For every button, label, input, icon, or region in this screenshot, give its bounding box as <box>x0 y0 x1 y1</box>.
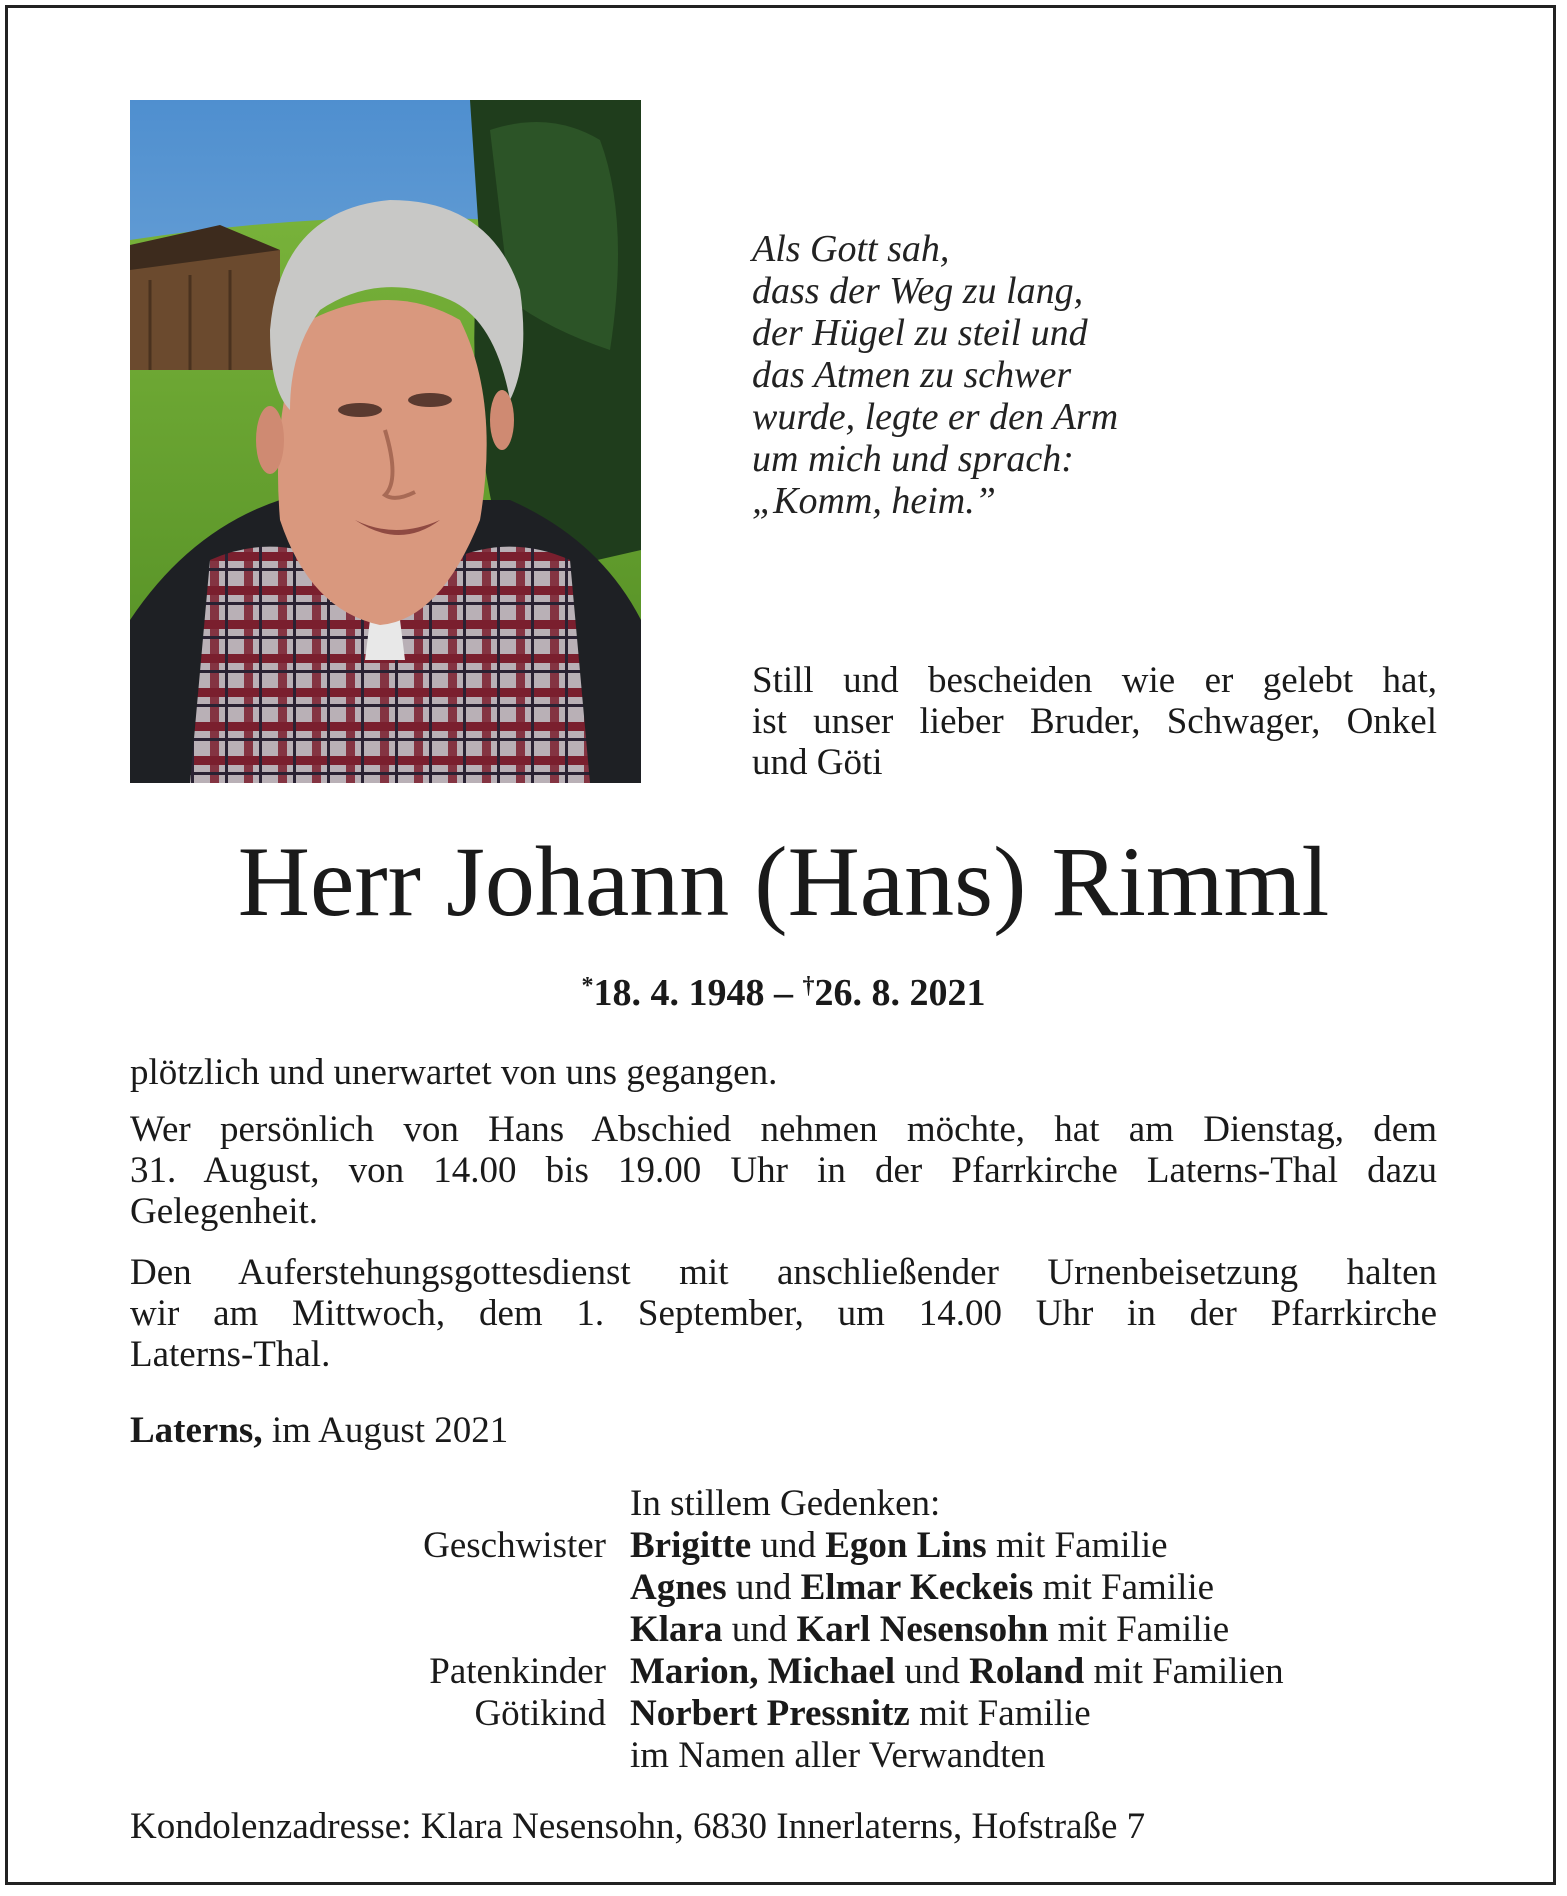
label-siblings: Geschwister <box>423 1525 606 1566</box>
family-suffix: mit Familie <box>995 1525 1168 1566</box>
paragraph-line: wir am Mittwoch, dem 1. September, um 14.00 Uhr in der Pfarrkirche <box>130 1293 1437 1334</box>
intro-text <box>752 660 1437 783</box>
life-dates <box>130 964 1437 1015</box>
mourner-name: Agnes <box>630 1567 727 1608</box>
mourner-name: Brigitte <box>630 1525 752 1566</box>
mourners-closing: im Namen aller Verwandten <box>630 1735 1046 1776</box>
family-suffix: mit Familien <box>1093 1651 1284 1692</box>
paragraph-2 <box>130 1109 1437 1232</box>
conjunction: und <box>904 1651 960 1692</box>
poem-line: das Atmen zu schwer <box>752 354 1072 396</box>
place-town: Laterns, <box>130 1410 263 1451</box>
date-separator: – <box>774 972 793 1014</box>
death-date: 26. 8. 2021 <box>814 972 986 1014</box>
label-godchildren: Patenkinder <box>429 1651 606 1692</box>
intro-line: und Göti <box>752 742 883 783</box>
mourner-name: Egon Lins <box>825 1525 987 1566</box>
family-suffix: mit Familie <box>919 1693 1091 1734</box>
place-date-text: im August 2021 <box>271 1410 509 1451</box>
mourner-name: Roland <box>969 1651 1085 1692</box>
paragraph-line: Laterns-Thal. <box>130 1334 331 1375</box>
mourner-row <box>130 1483 1437 1525</box>
death-symbol: † <box>802 973 815 999</box>
place-date <box>130 1410 508 1452</box>
birth-date: 18. 4. 1948 <box>593 972 765 1014</box>
poem <box>752 228 1118 522</box>
family-suffix: mit Familie <box>1057 1609 1230 1650</box>
paragraph-line: Gelegenheit. <box>130 1191 318 1232</box>
paragraph-line: Wer persönlich von Hans Abschied nehmen möchte, hat am Dienstag, dem <box>130 1109 1437 1150</box>
poem-line: Als Gott sah, <box>752 228 950 270</box>
intro-line: ist unser lieber Bruder, Schwager, Onkel <box>752 701 1437 742</box>
mourner-name: Elmar Keckeis <box>800 1567 1034 1608</box>
paragraph-line: Den Auferstehungsgottesdienst mit anschließender Urnenbeisetzung halten <box>130 1252 1437 1293</box>
condolence-address: Kondolenzadresse: Klara Nesensohn, 6830 Innerlaterns, Hofstraße 7 <box>130 1806 1146 1847</box>
poem-line: wurde, legte er den Arm <box>752 396 1119 438</box>
mourner-row <box>130 1693 1437 1735</box>
mourner-name: Marion, Michael <box>630 1651 896 1692</box>
intro-line: Still und bescheiden wie er gelebt hat, <box>752 660 1437 701</box>
family-suffix: mit Familie <box>1042 1567 1215 1608</box>
portrait-photo <box>130 100 641 783</box>
mourners-list <box>130 1483 1437 1777</box>
conjunction: und <box>731 1609 788 1650</box>
deceased-name: Herr Johann (Hans) Rimml <box>237 826 1330 937</box>
paragraph-line: plötzlich und unerwartet von uns gegangen. <box>130 1052 778 1093</box>
poem-line: der Hügel zu steil und <box>752 312 1088 354</box>
poem-line: um mich und sprach: <box>752 438 1074 480</box>
mourner-name: Karl Nesensohn <box>796 1609 1049 1650</box>
mourners-heading: In stillem Gedenken: <box>630 1483 941 1524</box>
mourner-name: Klara <box>630 1609 723 1650</box>
poem-line: „Komm, heim.” <box>752 480 996 522</box>
poem-line: dass der Weg zu lang, <box>752 270 1084 312</box>
mourner-row <box>130 1651 1437 1693</box>
mourner-row <box>130 1609 1437 1651</box>
paragraph-3 <box>130 1252 1437 1375</box>
paragraph-line: 31. August, von 14.00 bis 19.00 Uhr in der Pfarrkirche Laterns-Thal dazu <box>130 1150 1437 1191</box>
birth-symbol: * <box>581 973 594 999</box>
mourner-row <box>130 1525 1437 1567</box>
paragraph-1 <box>130 1052 1437 1093</box>
conjunction: und <box>760 1525 816 1566</box>
mourner-row <box>130 1735 1437 1777</box>
mourner-name: Norbert Pressnitz <box>630 1693 910 1734</box>
conjunction: und <box>735 1567 792 1608</box>
label-godchild: Götikind <box>474 1693 606 1734</box>
mourner-row <box>130 1567 1437 1609</box>
